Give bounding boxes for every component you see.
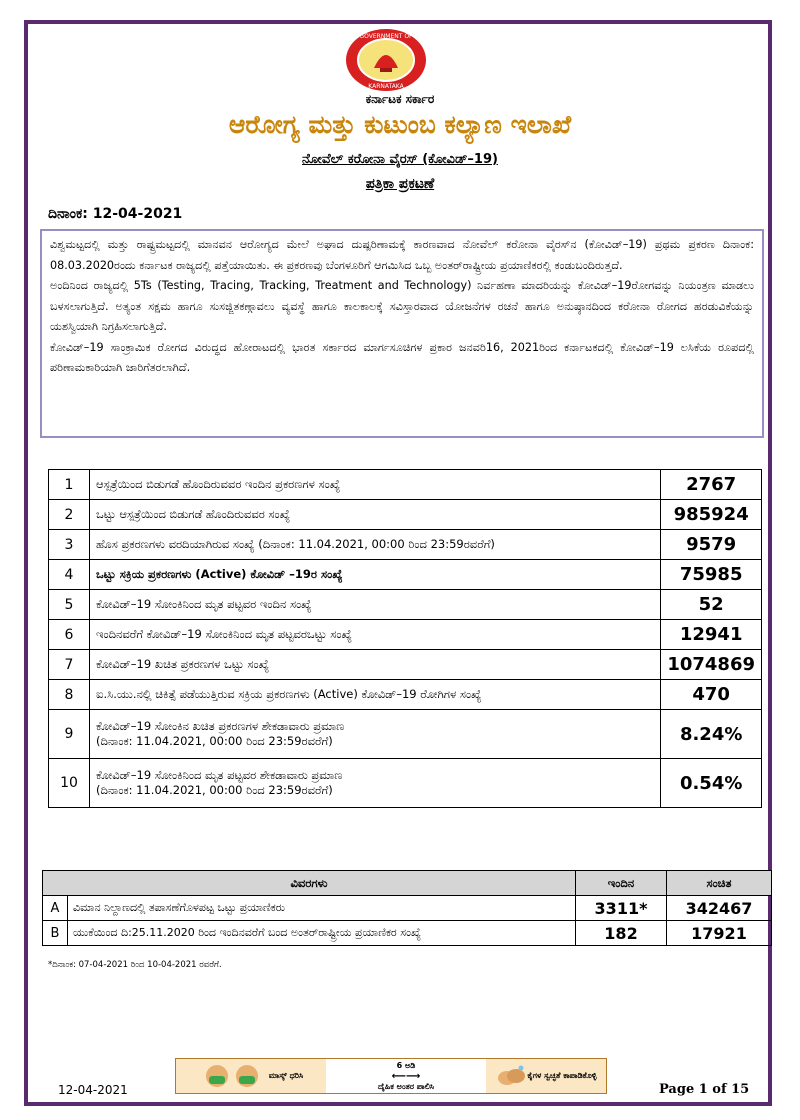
subtitle: ನೋವೆಲ್ ಕರೋನಾ ವೈರಸ್ (ಕೋವಿಡ್–19) (302, 152, 498, 167)
row-value: 470 (661, 680, 762, 710)
footer-date: 12-04-2021 (58, 1083, 128, 1097)
table-row (49, 530, 762, 560)
department-title: ಆರೋಗ್ಯ ಮತ್ತು ಕುಟುಂಬ ಕಲ್ಯಾಣ ಇಲಾಖೆ (228, 110, 572, 139)
table-row (49, 500, 762, 530)
table-row (49, 470, 762, 500)
row-value: 0.54% (661, 759, 762, 808)
row-label: ಕೋವಿಡ್–19 ಸೋಂಕಿನಿಂದ ಮೃತ ಪಟ್ಟವರ ಇಂದಿನ ಸಂಖ್ಯೆ (90, 590, 661, 620)
govt-name: ಕರ್ನಾಟಕ ಸರ್ಕಾರ (365, 92, 435, 106)
row-label: ಐ.ಸಿ.ಯು.ನಲ್ಲಿ ಚಿಕಿತ್ಸೆ ಪಡೆಯುತ್ತಿರುವ ಸಕ್ರಿಯ ಪ್ರಕರಣಗಳು (Active) ಕೋವಿಡ್–19 ರೋಗಿಗಳ ಸಂಖ್ಯೆ (90, 680, 661, 710)
row-value: 1074869 (661, 650, 762, 680)
seal-text-top: GOVERNMENT OF (359, 33, 413, 40)
table-row (49, 620, 762, 650)
table-header-row (43, 871, 772, 896)
row-today: 3311* (576, 896, 667, 921)
intro-paragraph: ಕೋವಿಡ್–19 ಸಾಂಕ್ರಾಮಿಕ ರೋಗದ ವಿರುದ್ಧದ ಹೋರಾಟದಲ್ಲಿ ಭಾರತ ಸರ್ಕಾರದ ಮಾರ್ಗಸೂಚಿಗಳ ಪ್ರಕಾರ ಜನವರಿ16, 2021ರಿಂದ ಕರ್ನಾಟಕದಲ್ಲಿ ಕೋವಿಡ್–19 ಲಸಿಕೆಯ ರೂಪದಲ್ಲಿ ಪರಿಣಾಮಕಾರಿಯಾಗಿ ಜಾರಿಗೆತರಲಾಗಿದೆ. (50, 340, 754, 374)
hygiene-text: ಕೈಗಳ ಸ್ವಚ್ಛತೆ ಕಾಪಾಡಿಕೊಳ್ಳಿ (527, 1071, 597, 1080)
statistics-table (48, 469, 762, 808)
row-label: ಕೋವಿಡ್–19 ಸೋಂಕಿನಿಂದ ಮೃತ ಪಟ್ಟವರ ಶೇಕಡಾವಾರು ಪ್ರಮಾಣ (96, 768, 343, 782)
row-cumulative: 342467 (667, 896, 772, 921)
row-number: 2 (49, 500, 90, 530)
row-number: 3 (49, 530, 90, 560)
row-number: 4 (49, 560, 90, 590)
distance-text: ದೈಹಿಕ ಅಂತರ ಪಾಲಿಸಿ (377, 1081, 435, 1091)
washing-hands-icon (495, 1063, 527, 1089)
row-label: ಹೊಸ ಪ್ರಕರಣಗಳು ವರದಿಯಾಗಿರುವ ಸಂಖ್ಯೆ (ದಿನಾಂಕ: 11.04.2021, 00:00 ರಿಂದ 23:59ರವರೆಗೆ) (90, 530, 661, 560)
traveller-table (42, 870, 772, 946)
distance-value: 6 ಅಡಿ (396, 1060, 416, 1070)
safety-banner (175, 1058, 607, 1094)
mask-segment (176, 1059, 326, 1093)
row-label: ಇಂದಿನವರೆಗೆ ಕೋವಿಡ್–19 ಸೋಂಕಿನಿಂದ ಮೃತ ಪಟ್ಟವರಒಟ್ಟು ಸಂಖ್ಯೆ (90, 620, 661, 650)
mask-text: ಮಾಸ್ಕ್ ಧರಿಸಿ (268, 1071, 304, 1080)
row-number: 1 (49, 470, 90, 500)
row-number: 8 (49, 680, 90, 710)
row-number: 5 (49, 590, 90, 620)
row-label-cell (90, 710, 661, 759)
arrow-icon: ⟵⟶ (391, 1070, 421, 1082)
table-row (43, 896, 772, 921)
page-number: Page 1 of 15 (659, 1082, 750, 1097)
row-label: ಆಸ್ಪತ್ರೆಯಿಂದ ಬಿಡುಗಡೆ ಹೊಂದಿರುವವರ ಇಂದಿನ ಪ್ರಕರಣಗಳ ಸಂಖ್ಯೆ (90, 470, 661, 500)
table-row (49, 560, 762, 590)
table-row (49, 759, 762, 808)
header-details: ವಿವರಗಳು (43, 871, 576, 896)
row-number: 7 (49, 650, 90, 680)
table-row (49, 710, 762, 759)
row-label: ಒಟ್ಟು ಸಕ್ರಿಯ ಪ್ರಕರಣಗಳು (Active) ಕೋವಿಡ್ –19ರ ಸಂಖ್ಯೆ (90, 560, 661, 590)
row-today: 182 (576, 921, 667, 946)
row-value: 8.24% (661, 710, 762, 759)
hygiene-segment (486, 1059, 606, 1093)
row-label: ಕೋವಿಡ್–19 ಸೋಂಕಿನ ಖಚಿತ ಪ್ರಕರಣಗಳ ಶೇಕಡಾವಾರು ಪ್ರಮಾಣ (96, 719, 345, 733)
seal-text-bottom: KARNATAKA (368, 83, 404, 90)
row-label: ಯುಕೆಯಿಂದ ದಿ:25.11.2020 ರಿಂದ ಇಂದಿನವರೆಗೆ ಬಂದ ಅಂತರ್‌ರಾಷ್ಟ್ರೀಯ ಪ್ರಯಾಣಿಕರ ಸಂಖ್ಯೆ (68, 921, 576, 946)
row-cumulative: 17921 (667, 921, 772, 946)
release-date: ದಿನಾಂಕ: 12-04-2021 (48, 206, 183, 222)
masked-faces-icon (199, 1061, 269, 1091)
row-letter: A (43, 896, 68, 921)
row-number: 6 (49, 620, 90, 650)
row-label: ವಿಮಾನ ನಿಲ್ದಾಣದಲ್ಲಿ ತಪಾಸಣೆಗೊಳಪಟ್ಟ ಒಟ್ಟು ಪ್ರಯಾಣಿಕರು (68, 896, 576, 921)
row-number: 9 (49, 710, 90, 759)
row-value: 12941 (661, 620, 762, 650)
intro-box (40, 229, 764, 438)
row-label: ಕೋವಿಡ್–19 ಖಚಿತ ಪ್ರಕರಣಗಳ ಒಟ್ಟು ಸಂಖ್ಯೆ (90, 650, 661, 680)
row-label-cell (90, 759, 661, 808)
press-release-heading: ಪತ್ರಿಕಾ ಪ್ರಕಟಣೆ (365, 176, 435, 192)
header-today: ಇಂದಿನ (576, 871, 667, 896)
row-value: 75985 (661, 560, 762, 590)
karnataka-emblem (344, 28, 428, 92)
row-number: 10 (49, 759, 90, 808)
intro-paragraph: ವಿಶ್ವಮಟ್ಟದಲ್ಲಿ ಮತ್ತು ರಾಷ್ಟ್ರಮಟ್ಟದಲ್ಲಿ ಮಾನವನ ಆರೋಗ್ಯದ ಮೇಲೆ ಅಘಾದ ದುಷ್ಪರಿಣಾಮಕ್ಕೆ ಕಾರಣವಾದ ನೋವೆಲ್ ಕರೋನಾ ವೈರಸ್‌ನ (ಕೋವಿಡ್–19) ಪ್ರಥಮ ಪ್ರಕರಣ ದಿನಾಂಕ: 08.03.2020ರಂದು ಕರ್ನಾಟಕ ರಾಜ್ಯದಲ್ಲಿ ಪತ್ತೆಯಾಯಿತು. ಈ ಪ್ರಕರಣವು ಬೆಂಗಳೂರಿಗೆ ಆಗಮಿಸಿದ ಒಬ್ಬ ಅಂತರ್‌ರಾಷ್ಟ್ರೀಯ ಪ್ರಯಾಣಿಕರಲ್ಲಿ ಕಂಡುಬಂದಿರುತ್ತದೆ. (50, 238, 754, 272)
row-label-date: (ದಿನಾಂಕ: 11.04.2021, 00:00 ರಿಂದ 23:59ರವರೆಗೆ) (96, 783, 333, 797)
table-row (43, 921, 772, 946)
row-label: ಒಟ್ಟು ಆಸ್ಪತ್ರೆಯಿಂದ ಬಿಡುಗಡೆ ಹೊಂದಿರುವವರ ಸಂಖ್ಯೆ (90, 500, 661, 530)
row-value: 52 (661, 590, 762, 620)
intro-paragraph: ಅಂದಿನಿಂದ ರಾಜ್ಯದಲ್ಲಿ 5Ts (Testing, Tracing, Tracking, Treatment and Technology) ನಿರ್ವಹಣಾ ಮಾದರಿಯನ್ನು ಕೋವಿಡ್–19ರೋಗವನ್ನು ನಿಯಂತ್ರಣ ಮಾಡಲು ಬಳಸಲಾಗುತ್ತಿದೆ. ಅತ್ಯಂತ ಸಕ್ಷಮ ಹಾಗೂ ಸುಸಜ್ಜಿತಕಣ್ಗಾವಲು ವ್ಯವಸ್ಥೆ ಹಾಗೂ ಕಾಲಕಾಲಕ್ಕೆ ಸವಿಸ್ತಾರವಾದ ಯೋಜನೆಗಳ ರಚನೆ ಹಾಗೂ ಅನುಷ್ಠಾನದಿಂದ ಕರೋನಾ ರೋಗದ ಹರಡುವಿಕೆಯನ್ನು ಯಶಸ್ವಿಯಾಗಿ ನಿಗ್ರಹಿಸಲಾಗುತ್ತಿದೆ. (50, 279, 754, 333)
table-row (49, 680, 762, 710)
row-value: 9579 (661, 530, 762, 560)
row-value: 985924 (661, 500, 762, 530)
row-value: 2767 (661, 470, 762, 500)
distance-segment (326, 1059, 486, 1093)
table-row (49, 650, 762, 680)
row-label-date: (ದಿನಾಂಕ: 11.04.2021, 00:00 ರಿಂದ 23:59ರವರೆಗೆ) (96, 734, 333, 748)
table-row (49, 590, 762, 620)
row-letter: B (43, 921, 68, 946)
footnote: *ದಿನಾಂಕ: 07-04-2021 ರಿಂದ 10-04-2021 ರವರೆಗೆ. (48, 960, 222, 970)
header-cumulative: ಸಂಚಿತ (667, 871, 772, 896)
